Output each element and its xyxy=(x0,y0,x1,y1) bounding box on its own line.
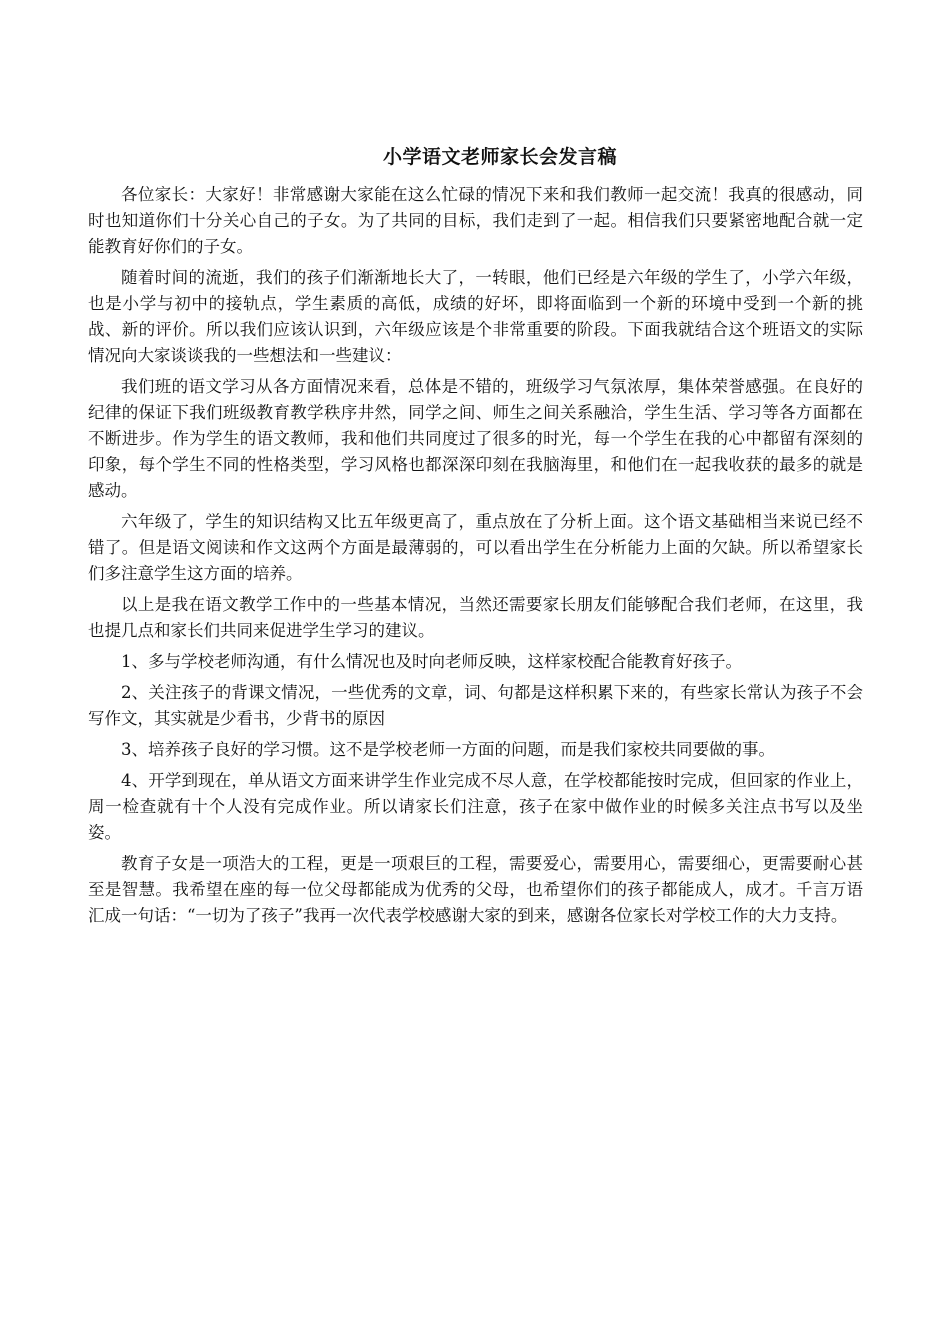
document-title: 小学语文老师家长会发言稿 xyxy=(382,146,617,168)
suggestion-item-2: 2、关注孩子的背课文情况，一些优秀的文章，词、句都是这样积累下来的，有些家长常认为孩子不会写作文，其实就是少看书，少背书的原因 xyxy=(88,683,863,728)
paragraph-class-overview: 我们班的语文学习从各方面情况来看，总体是不错的，班级学习气氛浓厚，集体荣誉感强。在良好的纪律的保证下我们班级教育教学秩序井然，同学之间、师生之间关系融洽，学生生活、学习等各方面都在不断进步。作为学生的语文教师，我和他们共同度过了很多的时光，每一个学生在我的心中都留有深刻的印象，每个学生不同的性格类型，学习风格也都深深印刻在我脑海里，和他们在一起我收获的最多的就是感动。 xyxy=(88,377,863,500)
paragraph-suggestions-intro: 以上是我在语文教学工作中的一些基本情况，当然还需要家长朋友们能够配合我们老师，在这里，我也提几点和家长们共同来促进学生学习的建议。 xyxy=(88,595,863,640)
paragraph-greeting: 各位家长：大家好！非常感谢大家能在这么忙碌的情况下来和我们教师一起交流！我真的很感动，同时也知道你们十分关心自己的子女。为了共同的目标，我们走到了一起。相信我们只要紧密地配合就一定能教育好你们的子女。 xyxy=(88,185,863,256)
suggestion-item-4: 4、开学到现在，单从语文方面来讲学生作业完成不尽人意，在学校都能按时完成，但回家的作业上，周一检查就有十个人没有完成作业。所以请家长们注意，孩子在家中做作业的时候多关注点书写以及坐姿。 xyxy=(88,771,863,842)
paragraph-grade-six: 随着时间的流逝，我们的孩子们渐渐地长大了，一转眼，他们已经是六年级的学生了，小学六年级，也是小学与初中的接轨点，学生素质的高低，成绩的好坏，即将面临到一个新的环境中受到一个新的挑战、新的评价。所以我们应该认识到，六年级应该是个非常重要的阶段。下面我就结合这个班语文的实际情况向大家谈谈我的一些想法和一些建议： xyxy=(88,268,863,365)
paragraph-closing: 教育子女是一项浩大的工程，更是一项艰巨的工程，需要爱心，需要用心，需要细心，更需要耐心甚至是智慧。我希望在座的每一位父母都能成为优秀的父母，也希望你们的孩子都能成人，成才。千言万语汇成一句话：“一切为了孩子”我再一次代表学校感谢大家的到来，感谢各位家长对学校工作的大力支持。 xyxy=(88,854,863,925)
suggestion-item-3: 3、培养孩子良好的学习惯。这不是学校老师一方面的问题，而是我们家校共同要做的事。 xyxy=(121,740,775,759)
suggestion-item-1: 1、多与学校老师沟通，有什么情况也及时向老师反映，这样家校配合能教育好孩子。 xyxy=(121,652,742,671)
paragraph-knowledge: 六年级了，学生的知识结构又比五年级更高了，重点放在了分析上面。这个语文基础相当来说已经不错了。但是语文阅读和作文这两个方面是最薄弱的，可以看出学生在分析能力上面的欠缺。所以希望家长们多注意学生这方面的培养。 xyxy=(88,512,863,583)
document-body xyxy=(88,182,863,934)
